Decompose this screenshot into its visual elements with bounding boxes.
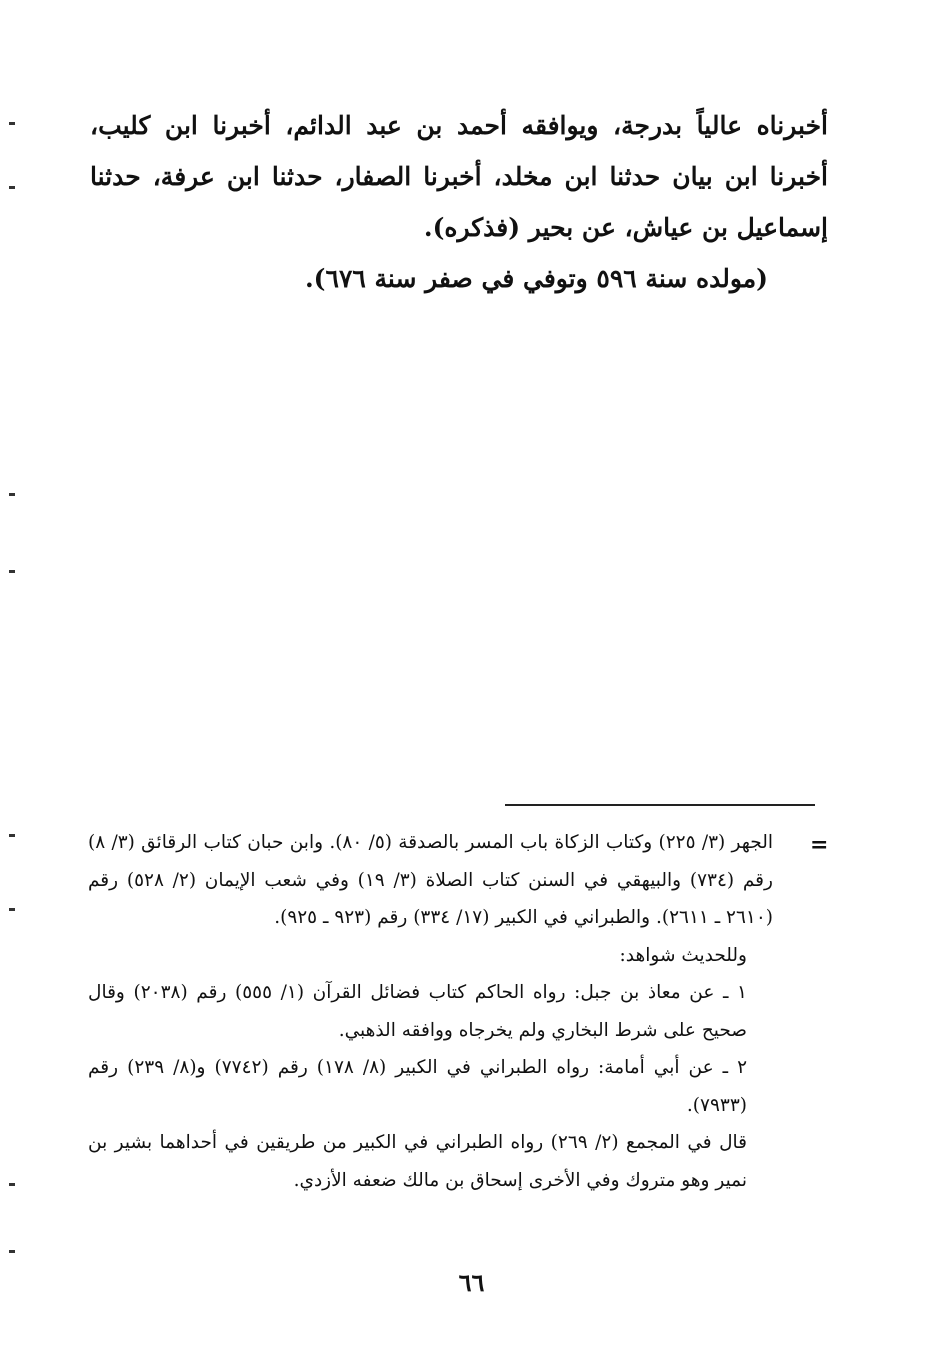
birth-death-note: (مولده سنة ٥٩٦ وتوفي في صفر سنة ٦٧٦).	[304, 264, 768, 293]
margin-speck	[9, 570, 15, 573]
margin-speck	[9, 908, 15, 911]
margin-speck	[9, 186, 15, 189]
footnote-paragraph: ٢ ـ عن أبي أمامة: رواه الطبراني في الكبير (٨/ ١٧٨) رقم (٧٧٤٢) و(٨/ ٢٣٩) رقم (٧٩٣٣).	[88, 1057, 748, 1116]
footnote-continuation-mark: =	[810, 832, 829, 858]
margin-speck	[9, 1250, 15, 1253]
footnote-paragraph: قال في المجمع (٢/ ٢٦٩) رواه الطبراني في الكبير من طريقين في أحداهما بشير بن نمير وهو متروك وفي الأخرى إسحاق بن مالك ضعفه الأزدي.	[88, 1132, 747, 1191]
footnote-paragraph: الجهر (٣/ ٢٢٥) وكتاب الزكاة باب المسر بالصدقة (٥/ ٨٠). وابن حبان كتاب الرقائق (٣/ ٨) رقم (٧٣٤) والبيهقي في السنن كتاب الصلاة (٣/ ١٩) وفي شعب الإيمان (٢/ ٥٢٨) رقم (٢٦١٠ ـ ٢٦١١). والطبراني في الكبير (١٧/ ٣٣٤) رقم (٩٢٣ ـ ٩٢٥).	[88, 832, 773, 928]
footnote-paragraph: وللحديث شواهد:	[619, 944, 747, 966]
main-paragraph: أخبرناه عالياً بدرجة، ويوافقه أحمد بن عبد الدائم، أخبرنا ابن كليب، أخبرنا ابن بيان حدثنا ابن مخلد، أخبرنا الصفار، حدثنا ابن عرفة، حدثنا إسماعيل بن عياش، عن بحير (فذكره).	[90, 111, 828, 242]
margin-speck	[9, 122, 15, 125]
footnote-paragraph: ١ ـ عن معاذ بن جبل: رواه الحاكم كتاب فضائل القرآن (١/ ٥٥٥) رقم (٢٠٣٨) وقال صحيح على شرط البخاري ولم يخرجاه ووافقه الذهبي.	[88, 982, 747, 1041]
footnote-separator	[505, 804, 815, 806]
margin-speck	[9, 493, 15, 496]
margin-speck	[9, 1183, 15, 1186]
footnotes-block	[88, 824, 773, 1199]
main-text-block	[90, 100, 828, 304]
page-number: ٦٦	[458, 1268, 485, 1297]
margin-speck	[9, 834, 15, 837]
